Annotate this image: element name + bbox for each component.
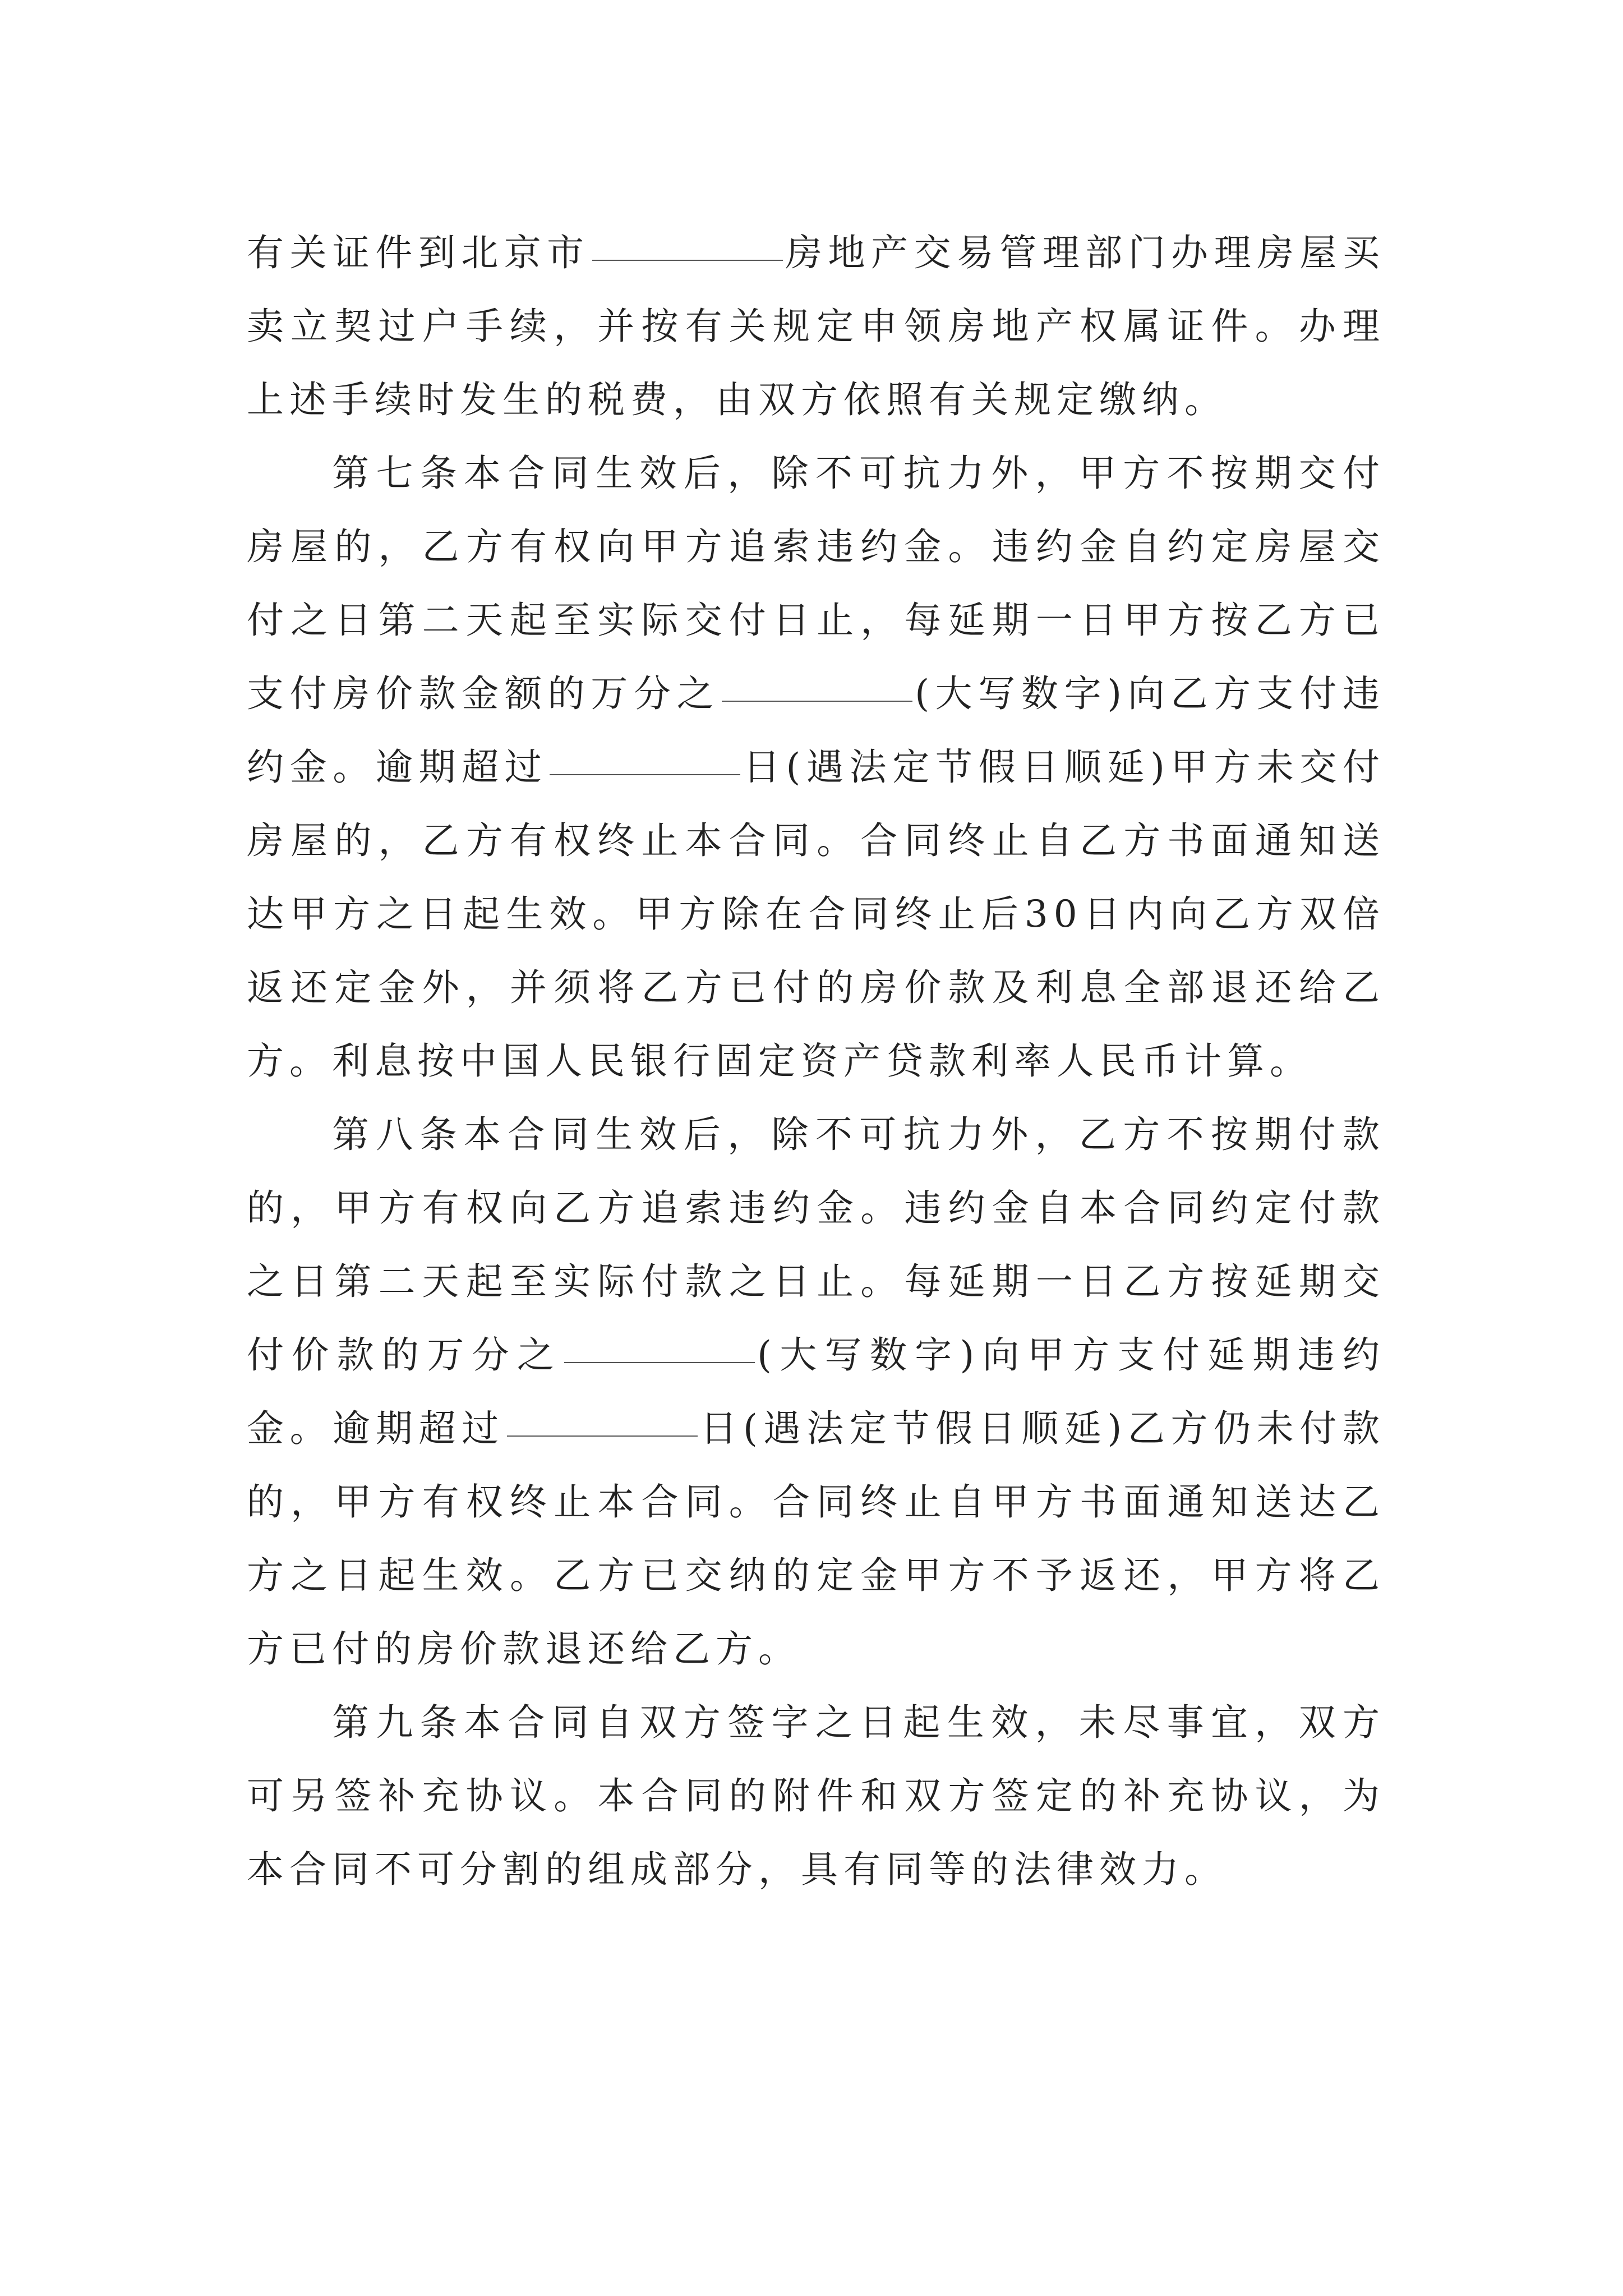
text-segment: (大写数字)向甲方支付延期违约金。逾期超过 (247, 1333, 1386, 1450)
paragraph-article-9 (247, 1686, 1385, 1906)
text-segment: 第九条本合同自双方签字之日起生效，未尽事宜，双方可另签补充协议。本合同的附件和双方签定的补充协议，为本合同不可分割的组成部分，具有同等的法律效力。 (247, 1701, 1385, 1891)
document-page (247, 216, 1385, 1906)
fill-in-blank-penalty-rate[interactable] (564, 1361, 755, 1363)
paragraph-article-7 (247, 436, 1385, 1098)
fill-in-blank-penalty-rate[interactable] (722, 700, 912, 702)
text-segment: 日(遇法定节假日顺延)甲方未交付房屋的，乙方有权终止本合同。合同终止自乙方书面通知送达甲方之日起生效。甲方除在合同终止后30日内向乙方双倍返还定金外，并须将乙方已付的房价款及利息全部退还给乙方。利息按中国人民银行固定资产贷款利率人民币计算。 (247, 746, 1386, 1083)
text-segment: 第八条本合同生效后，除不可抗力外，乙方不按期付款的，甲方有权向乙方追索违约金。违约金自本合同约定付款之日第二天起至实际付款之日止。每延期一日乙方按延期交付价款的万分之 (247, 1113, 1385, 1377)
text-segment: 日(遇法定节假日顺延)乙方仍未付款的，甲方有权终止本合同。合同终止自甲方书面通知送达乙方之日起生效。乙方已交纳的定金甲方不予返还，甲方将乙方已付的房价款退还给乙方。 (247, 1407, 1386, 1671)
paragraph-registration (247, 216, 1385, 436)
text-segment: 房地产交易管理部门办理房屋买卖立契过户手续，并按有关规定申领房地产权属证件。办理上述手续时发生的税费，由双方依照有关规定缴纳。 (247, 231, 1386, 421)
text-segment: (大写数字)向乙方支付违约金。逾期超过 (247, 672, 1385, 789)
fill-in-blank-overdue-days[interactable] (550, 774, 740, 775)
fill-in-blank-overdue-days[interactable] (507, 1435, 698, 1437)
paragraph-article-8 (247, 1098, 1385, 1686)
fill-in-blank-district[interactable] (592, 259, 783, 261)
text-segment: 有关证件到北京市 (247, 231, 590, 274)
text-segment: 第七条本合同生效后，除不可抗力外，甲方不按期交付房屋的，乙方有权向甲方追索违约金。违约金自约定房屋交付之日第二天起至实际交付日止，每延期一日甲方按乙方已支付房价款金额的万分之 (247, 452, 1385, 715)
